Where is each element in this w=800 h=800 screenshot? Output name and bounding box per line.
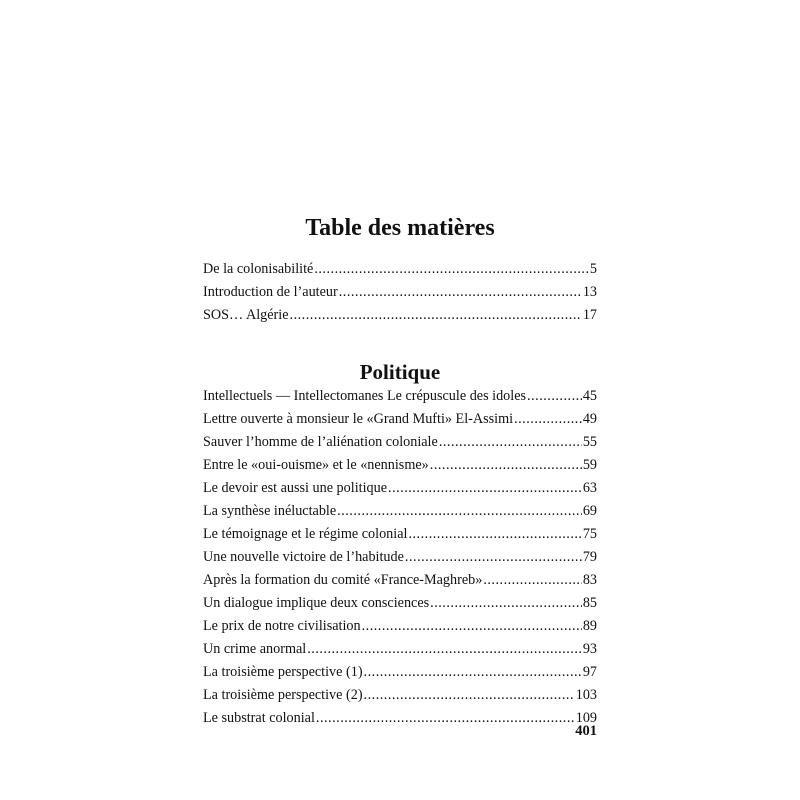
toc-entry	[203, 408, 597, 431]
toc-entry-page: 5	[589, 261, 597, 277]
dot-leader	[527, 385, 582, 408]
dot-leader	[430, 454, 582, 477]
dot-leader	[483, 569, 581, 592]
toc-entry	[203, 546, 597, 569]
toc-entry	[203, 684, 597, 707]
toc-entry	[203, 304, 597, 327]
toc-entry	[203, 523, 597, 546]
toc-entry	[203, 615, 597, 638]
dot-leader	[337, 500, 582, 523]
toc-entry-page: 69	[582, 503, 597, 519]
toc-entry	[203, 385, 597, 408]
toc-entry-title: De la colonisabilité	[203, 261, 314, 277]
dot-leader	[364, 684, 575, 707]
toc-entry-title: Le devoir est aussi une politique	[203, 480, 388, 496]
toc-entry-page: 59	[582, 457, 597, 473]
toc-entry-title: Le témoignage et le régime colonial	[203, 526, 408, 542]
dot-leader	[364, 661, 582, 684]
dot-leader	[405, 546, 582, 569]
toc-entry-title: Après la formation du comité «France-Maghreb»	[203, 572, 483, 588]
page-number: 401	[575, 723, 597, 739]
dot-leader	[388, 477, 582, 500]
toc-entry-title: Un crime anormal	[203, 641, 307, 657]
toc-entry-page: 85	[582, 595, 597, 611]
section-title: Politique	[359, 360, 441, 385]
toc-entry-title: Intellectuels — Intellectomanes Le crépuscule des idoles	[203, 388, 527, 404]
toc-entry-title: Le substrat colonial	[203, 710, 315, 726]
toc-entry	[203, 569, 597, 592]
toc-entry	[203, 592, 597, 615]
toc-entry-title: Introduction de l’auteur	[203, 284, 338, 300]
toc-entry-title: SOS… Algérie	[203, 307, 289, 323]
toc-entry-page: 79	[582, 549, 597, 565]
toc-entry	[203, 454, 597, 477]
toc-entry-title: La synthèse inéluctable	[203, 503, 337, 519]
toc-entry	[203, 661, 597, 684]
toc-entry-page: 93	[582, 641, 597, 657]
toc-entry-page: 83	[582, 572, 597, 588]
dot-leader	[408, 523, 581, 546]
dot-leader	[430, 592, 582, 615]
toc-entry-title: Une nouvelle victoire de l’habitude	[203, 549, 404, 565]
toc-entry-page: 97	[582, 664, 597, 680]
toc-entry-page: 13	[582, 284, 597, 300]
toc-entry	[203, 258, 597, 281]
toc-entry-page: 49	[582, 411, 597, 427]
toc-entry-page: 55	[582, 434, 597, 450]
toc-entry-title: La troisième perspective (1)	[203, 664, 363, 680]
toc-entry	[203, 281, 597, 304]
dot-leader	[439, 431, 582, 454]
toc-entry-title: Entre le «oui-ouisme» et le «nennisme»	[203, 457, 429, 473]
toc-entry-page: 63	[582, 480, 597, 496]
toc-entry-page: 17	[582, 307, 597, 323]
toc-entry-page: 109	[575, 710, 597, 726]
toc-politique-list	[203, 385, 597, 730]
toc-entry-title: Sauver l’homme de l’aliénation coloniale	[203, 434, 438, 450]
toc-entry-title: La troisième perspective (2)	[203, 687, 363, 703]
toc-entry-page: 45	[582, 388, 597, 404]
toc-entry-title: Un dialogue implique deux consciences	[203, 595, 430, 611]
toc-entry	[203, 638, 597, 661]
dot-leader	[290, 304, 582, 327]
dot-leader	[362, 615, 582, 638]
dot-leader	[307, 638, 582, 661]
toc-entry	[203, 477, 597, 500]
toc-entry-page: 103	[575, 687, 597, 703]
toc-intro-list	[203, 258, 597, 327]
dot-leader	[314, 258, 589, 281]
toc-entry-title: Le prix de notre civilisation	[203, 618, 361, 634]
toc-entry-page: 89	[582, 618, 597, 634]
dot-leader	[514, 408, 582, 431]
toc-entry-page: 75	[582, 526, 597, 542]
toc-entry-title: Lettre ouverte à monsieur le «Grand Mufti» El-Assimi	[203, 411, 514, 427]
toc-entry	[203, 431, 597, 454]
toc-entry	[203, 500, 597, 523]
dot-leader	[316, 707, 575, 730]
dot-leader	[339, 281, 582, 304]
toc-entry	[203, 707, 597, 730]
page-title: Table des matières	[305, 215, 495, 242]
